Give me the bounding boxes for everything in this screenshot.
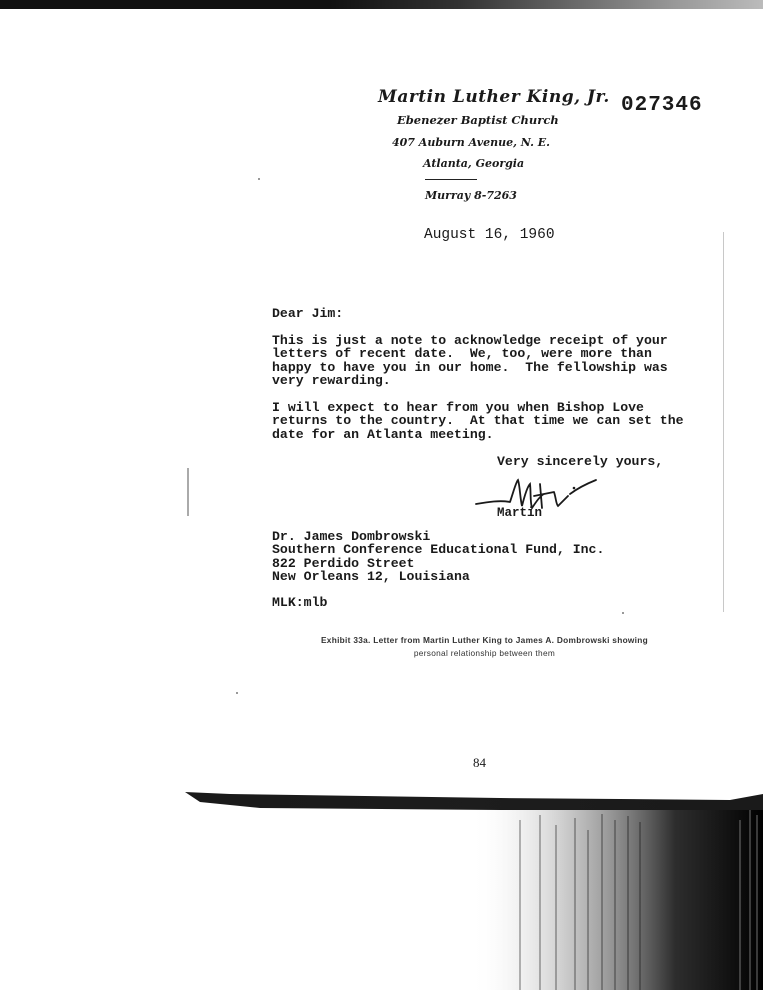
letterhead-church: Ebenezer Baptist Church <box>397 113 559 127</box>
letterhead-city: Atlanta, Georgia <box>423 157 525 170</box>
page-number: 84 <box>473 755 486 770</box>
salutation: Dear Jim: <box>272 306 344 321</box>
letterhead-address: 407 Auburn Avenue, N. E. <box>392 136 550 149</box>
exhibit-caption-line-2: personal relationship between them <box>413 648 556 658</box>
body-paragraph-1: This is just a note to acknowledge receipt of your letters of recent date. We, too, were more than happy to have you in our home. The fellowship was very rewarding. <box>272 333 668 388</box>
scan-shadow-artifact <box>0 780 763 990</box>
letter-date: August 16, 1960 <box>424 227 555 243</box>
recipient-address-block: Dr. James Dombrowski Southern Conference Educational Fund, Inc. 822 Perdido Street New Orleans 12, Louisiana <box>272 529 605 584</box>
letterhead-divider <box>425 179 477 180</box>
letterhead-name: Martin Luther King, Jr. <box>378 87 610 107</box>
typist-initials: MLK:mlb <box>272 595 328 610</box>
letterhead-phone: Murray 8-7263 <box>425 189 517 202</box>
exhibit-caption-line-1: Exhibit 33a. Letter from Martin Luther King to James A. Dombrowski showing <box>320 635 649 645</box>
scan-edge-line <box>723 232 724 612</box>
scan-speck <box>236 692 238 694</box>
typed-signature-name: Martin <box>497 506 543 520</box>
scan-mark <box>187 468 189 516</box>
closing: Very sincerely yours, <box>497 454 664 469</box>
scan-top-border-fade <box>330 0 763 9</box>
document-number: 027346 <box>621 94 703 117</box>
scan-speck <box>622 612 624 614</box>
scan-speck <box>258 178 260 180</box>
body-paragraph-2: I will expect to hear from you when Bishop Love returns to the country. At that time we can set the date for an Atlanta meeting. <box>272 400 684 442</box>
